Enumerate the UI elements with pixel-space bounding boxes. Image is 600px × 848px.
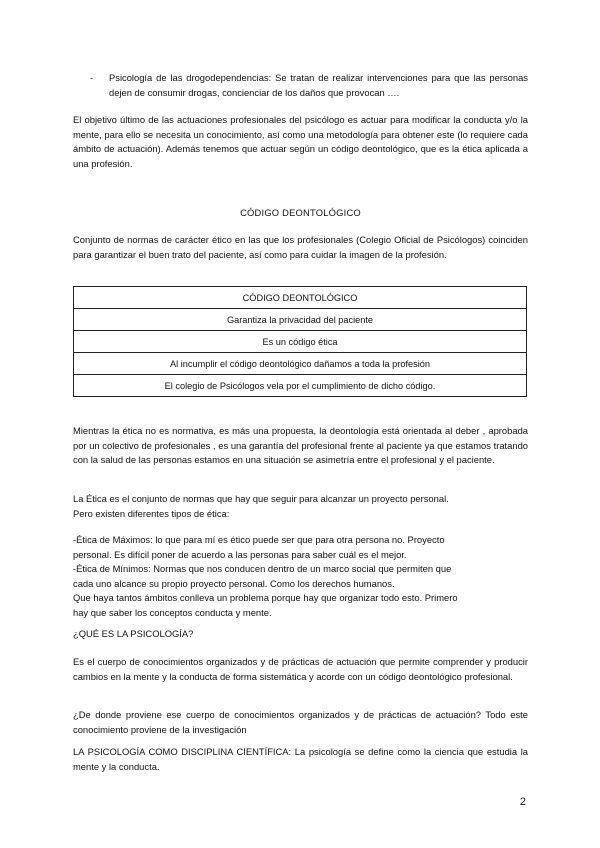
table-cell: Al incumplir el código deontológico dañamos a toda la profesión: [74, 353, 527, 375]
paragraph-disciplina: [73, 745, 528, 774]
table-row: [74, 353, 527, 375]
bullet-dash: -: [90, 72, 94, 83]
heading-que-es-psicologia: ¿QUÉ ES LA PSICOLOGÍA?: [73, 628, 194, 639]
text-line: Que haya tantos ámbitos conlleva un problema porque hay que organizar todo esto. Primero: [73, 592, 458, 603]
text-line: hay que saber los conceptos conducta y mente.: [73, 606, 272, 618]
bullet-text: Psicología de las drogodependencias: Se tratan de realizar intervenciones para que las personas dejen de consumir drogas, concienciar de los daños que provocan ….: [109, 72, 528, 98]
disciplina-text: La psicología se define como la ciencia que estudia la mente y la conducta.: [73, 746, 528, 772]
text-line: cada uno alcance su propio proyecto personal. Como los derechos humanos.: [73, 577, 395, 589]
paragraph-etica: [73, 492, 528, 521]
table-cell: El colegio de Psicólogos vela por el cumplimiento de dicho código.: [74, 375, 527, 397]
codigo-deontologico-table: [73, 286, 527, 397]
table-row: [74, 309, 527, 331]
paragraph-cuerpo: Es el cuerpo de conocimientos organizados y de prácticas de actuación que permite comprender y producir cambios en la mente y la conducta de forma sistemática y acorde con un código deontológico profesional.: [73, 656, 528, 682]
disciplina-label: LA PSICOLOGÍA COMO DISCIPLINA CIENTÍFICA:: [73, 746, 292, 757]
table-cell: Es un código ética: [74, 331, 527, 353]
text-line: -Ética de Mínimos: Normas que nos conducen dentro de un marco social que permiten que: [73, 563, 452, 574]
text-line: -Ética de Máximos: lo que para mí es ético puede ser que para otra persona no. Proyecto: [73, 534, 445, 545]
paragraph-pregunta: ¿De donde proviene ese cuerpo de conocimientos organizados y de prácticas de actuación? Todo este conocimiento proviene de la investigación: [73, 709, 528, 735]
section-title-codigo: CÓDIGO DEONTOLÓGICO: [240, 207, 361, 218]
table-header-row: [74, 287, 527, 309]
text-line: La Ética es el conjunto de normas que hay que seguir para alcanzar un proyecto personal.: [73, 493, 449, 504]
table-row: [74, 331, 527, 353]
table-cell: Garantiza la privacidad del paciente: [74, 309, 527, 331]
text-line: personal. Es difícil poner de acuerdo a las personas para saber cuál es el mejor.: [73, 548, 407, 560]
paragraph-objetivo: El objetivo último de las actuaciones profesionales del psicólogo es actuar para modificar la conducta y/o la mente, para ello se necesita un conocimiento, así como una metodología para obtener este (lo requiere cada ámbito de actuación). Además tenemos que actuar según un código deontológico, que es la ética aplicada a una profesión.: [73, 114, 528, 169]
table-row: [74, 375, 527, 397]
table-header-cell: CÓDIGO DEONTOLÓGICO: [74, 287, 527, 309]
paragraph-conjunto: Conjunto de normas de carácter ético en las que los profesionales (Colegio Oficial de Psicólogos) coinciden para garantizar el buen trato del paciente, así como para cuidar la imagen de la profesión.: [73, 234, 528, 260]
page-number: 2: [519, 796, 526, 808]
paragraph-mientras: Mientras la ética no es normativa, es más una propuesta, la deontología está orientada al deber , aprobada por un colectivo de profesionales , es una garantía del profesional frente al paciente ya que estamos tratando con la salud de las personas estamos en una situación se asimetría entre el profesional y el paciente.: [73, 425, 528, 465]
paragraph-tipos-etica: [73, 533, 528, 620]
bullet-item-drogodependencias: [90, 71, 528, 100]
text-line: Pero existen diferentes tipos de ética:: [73, 507, 230, 519]
